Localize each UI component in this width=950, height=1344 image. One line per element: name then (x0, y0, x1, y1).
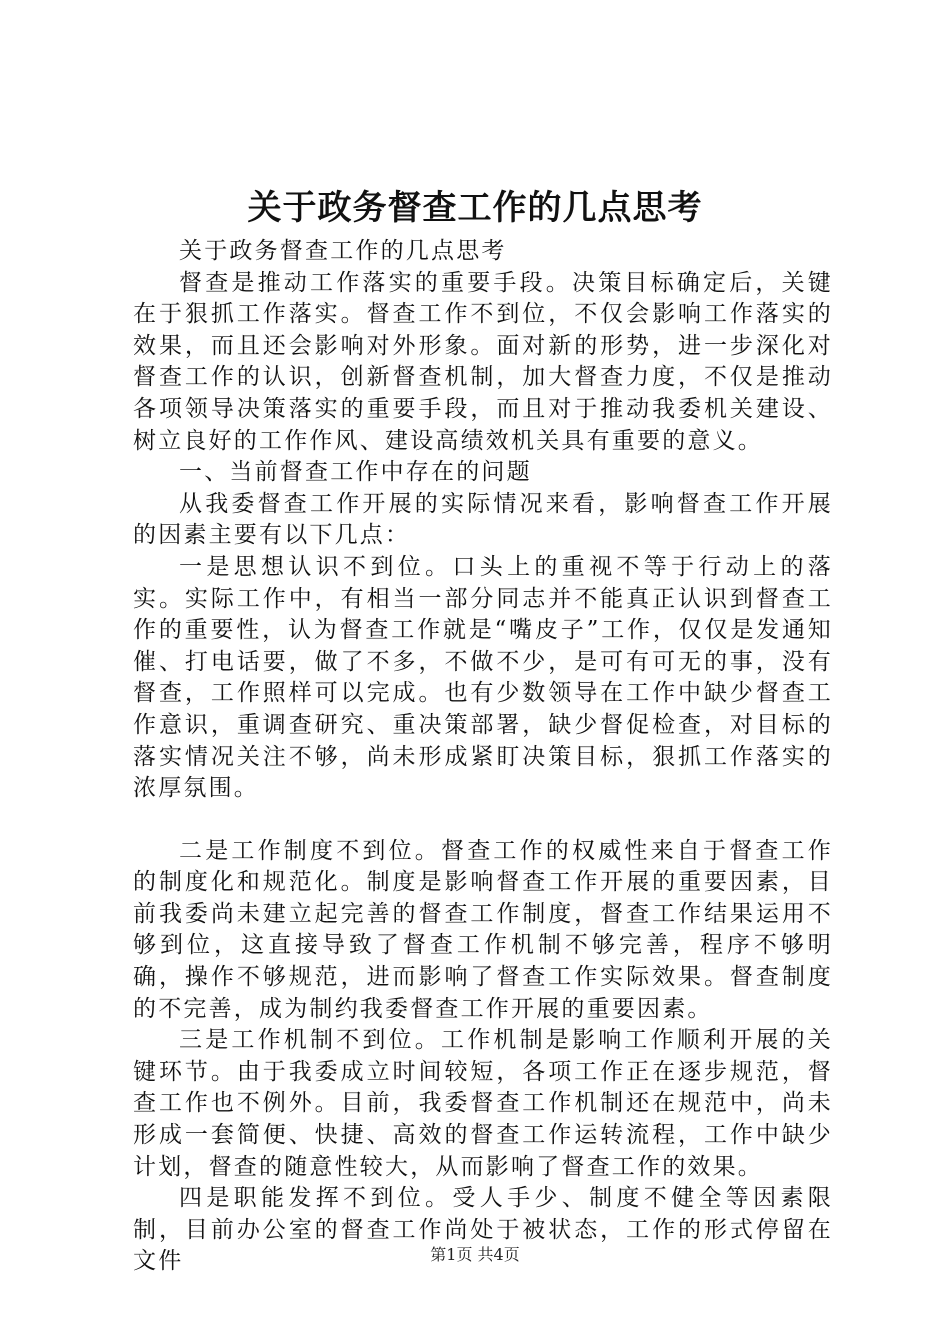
body-paragraph: 关于政务督查工作的几点思考 (179, 238, 507, 264)
body-paragraph: 从我委督查工作开展的实际情况来看，影响督查工作开展的因素主要有以下几点： (133, 490, 833, 549)
body-paragraph: 督查是推动工作落实的重要手段。决策目标确定后，关键在于狠抓工作落实。督查工作不到位，不仅会影响工作落实的效果，而且还会影响对外形象。面对新的形势，进一步深化对督查工作的认识，创新督查机制，加大督查力度，不仅是推动各项领导决策落实的重要手段，而且对于推动我委机关建设、树立良好的工作作风、建设高绩效机关具有重要的意义。 (133, 269, 833, 454)
page-number-footer: 第1页 共4页 (430, 1245, 520, 1264)
body-paragraph: 二是工作制度不到位。督查工作的权威性来自于督查工作的制度化和规范化。制度是影响督查工作开展的重要因素，目前我委尚未建立起完善的督查工作制度，督查工作结果运用不够到位，这直接导致了督查工作机制不够完善，程序不够明确，操作不够规范，进而影响了督查工作实际效果。督查制度的不完善，成为制约我委督查工作开展的重要因素。 (133, 837, 833, 1022)
section-heading: 一、当前督查工作中存在的问题 (179, 459, 532, 486)
document-title: 关于政务督查工作的几点思考 (247, 188, 703, 228)
body-paragraph: 三是工作机制不到位。工作机制是影响工作顺利开展的关键环节。由于我委成立时间较短，各项工作正在逐步规范，督查工作也不例外。目前，我委督查工作机制还在规范中，尚未形成一套简便、快捷、高效的督查工作运转流程，工作中缺少计划，督查的随意性较大，从而影响了督查工作的效果。 (133, 1027, 833, 1180)
body-paragraph: 四是职能发挥不到位。受人手少、制度不健全等因素限制，目前办公室的督查工作尚处于被状态，工作的形式停留在文件 (133, 1185, 833, 1275)
body-paragraph: 一是思想认识不到位。口头上的重视不等于行动上的落实。实际工作中，有相当一部分同志并不能真正认识到督查工作的重要性，认为督查工作就是“嘴皮子”工作，仅仅是发通知催、打电话要，做了不多，不做不少，是可有可无的事，没有督查，工作照样可以完成。也有少数领导在工作中缺少督查工作意识，重调查研究、重决策部署，缺少督促检查，对目标的落实情况关注不够，尚未形成紧盯决策目标，狠抓工作落实的浓厚氛围。 (133, 553, 833, 802)
document-body (133, 236, 833, 1278)
